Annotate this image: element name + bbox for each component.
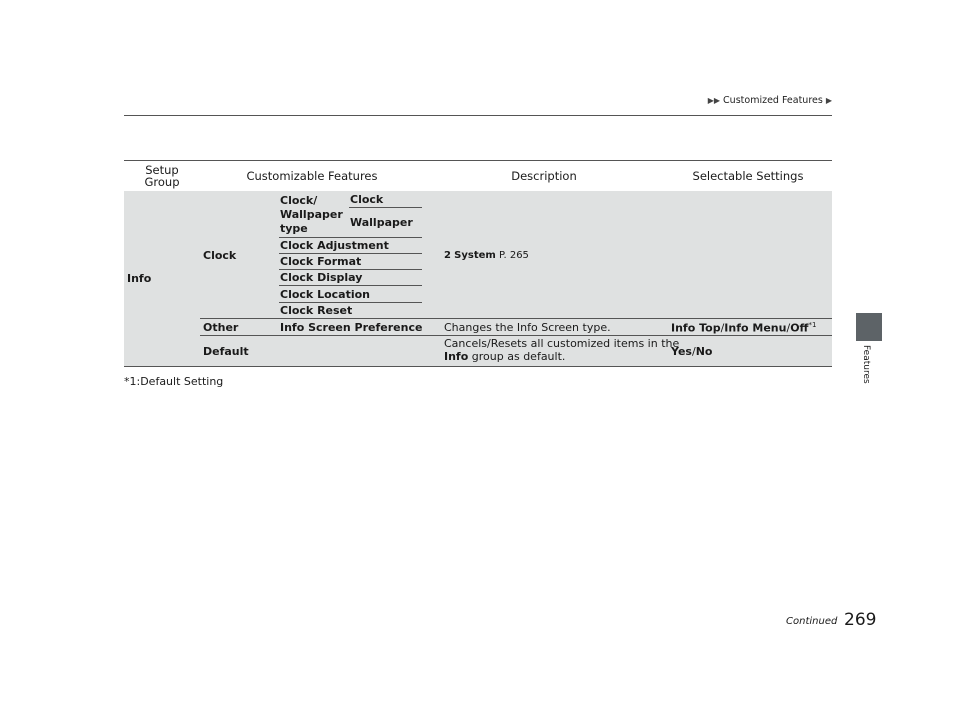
info-screen-settings: Info Top/Info Menu/Off$^{*1}$ xyxy=(671,321,817,335)
group-info: Info xyxy=(127,272,152,285)
header-description: Description xyxy=(511,169,577,183)
sub-wallpaper: Wallpaper xyxy=(350,216,413,229)
clock-location: Clock Location xyxy=(280,288,370,301)
side-tab-marker xyxy=(856,313,882,341)
divider xyxy=(349,207,422,208)
info-screen-description: Changes the Info Screen type. xyxy=(444,321,611,334)
sub-clock: Clock xyxy=(350,193,384,206)
clock-adjustment: Clock Adjustment xyxy=(280,239,389,252)
header-setup-group: Setup Group xyxy=(144,163,180,189)
top-rule xyxy=(124,115,832,116)
footnote: *1:Default Setting xyxy=(124,375,224,388)
system-reference[interactable]: 2 System P. 265 xyxy=(444,250,529,261)
table-header xyxy=(124,160,832,192)
clock-display: Clock Display xyxy=(280,271,363,284)
default-settings: Yes/No xyxy=(671,345,713,358)
divider xyxy=(200,318,832,319)
divider xyxy=(279,269,422,270)
divider xyxy=(279,253,422,254)
reference-arrow-icon: 2 xyxy=(444,250,451,261)
header-selectable-settings: Selectable Settings xyxy=(692,169,804,183)
breadcrumb-label[interactable]: Customized Features xyxy=(723,95,823,106)
feature-clock: Clock xyxy=(203,249,237,262)
page-number: 269 xyxy=(844,610,877,630)
divider xyxy=(279,285,422,286)
divider xyxy=(279,237,422,238)
breadcrumb-arrows-icon: ▶▶ xyxy=(707,96,721,105)
clock-reset: Clock Reset xyxy=(280,304,353,317)
breadcrumb xyxy=(708,95,832,106)
default-description: Cancels/Resets all customized items in the Info group as default. xyxy=(444,337,680,363)
side-tab-label: Features xyxy=(861,345,871,384)
info-screen-preference: Info Screen Preference xyxy=(280,321,423,334)
divider xyxy=(279,302,422,303)
continued-label: Continued xyxy=(786,616,838,627)
breadcrumb-end-arrow-icon: ▶ xyxy=(825,96,832,105)
clock-wallpaper-type: Clock/ Wallpaper type xyxy=(280,194,343,235)
clock-format: Clock Format xyxy=(280,255,362,268)
header-customizable-features: Customizable Features xyxy=(246,169,378,183)
feature-default: Default xyxy=(203,345,249,358)
divider xyxy=(200,335,832,336)
feature-other: Other xyxy=(203,321,239,334)
